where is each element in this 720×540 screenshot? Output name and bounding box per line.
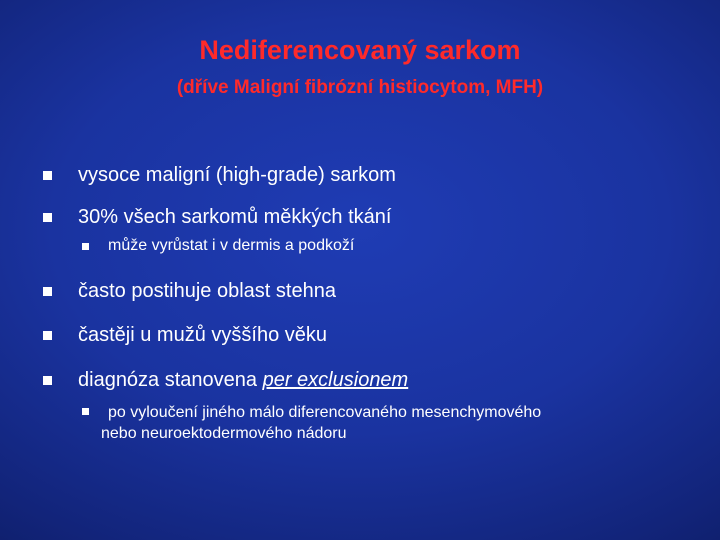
bullet-marker-icon <box>43 287 52 296</box>
bullet-item-text: diagnóza stanovena <box>78 369 263 391</box>
bullet-marker-icon <box>43 331 52 340</box>
sub-bullet-line: nebo neuroektodermového nádoru <box>101 425 347 442</box>
bullet-marker-icon <box>43 213 52 222</box>
bullet-item: často postihuje oblast stehna <box>78 280 336 302</box>
bullet-item: 30% všech sarkomů měkkých tkání <box>78 206 392 228</box>
bullet-marker-icon <box>43 171 52 180</box>
sub-bullet-item: může vyrůstat i v dermis a podkoží <box>108 237 355 254</box>
emphasized-term: per exclusionem <box>262 369 409 391</box>
sub-bullet-marker-icon <box>82 243 89 250</box>
sub-bullet-marker-icon <box>82 408 89 415</box>
sub-bullet-line: po vyloučení jiného málo diferencovaného mesenchymového <box>108 404 542 421</box>
slide-subtitle: (dříve Maligní fibrózní histiocytom, MFH) <box>176 77 544 98</box>
slide-title: Nediferencovaný sarkom <box>199 35 521 65</box>
sub-bullet-item <box>101 402 681 444</box>
bullet-item: častěji u mužů vyššího věku <box>78 324 327 346</box>
bullet-item: vysoce maligní (high-grade) sarkom <box>78 164 396 186</box>
bullet-marker-icon <box>43 376 52 385</box>
bullet-item <box>78 367 408 393</box>
